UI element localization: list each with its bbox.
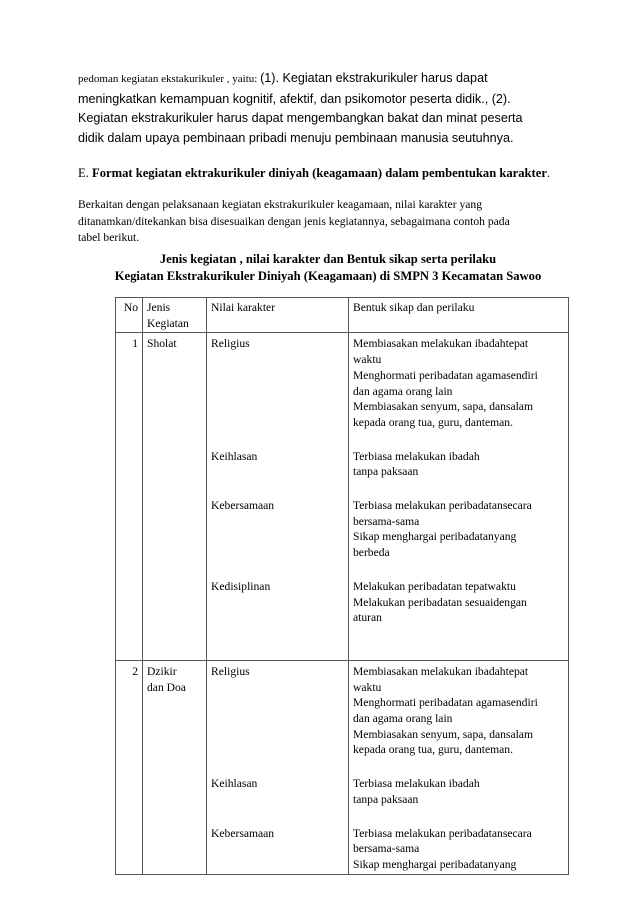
header-no: No <box>116 298 143 333</box>
table-row <box>116 333 569 449</box>
bentuk-line: Sikap menghargai peribadatanyang <box>353 530 517 544</box>
intro-line-2: meningkatkan kemampuan kognitif, afektif, dan psikomotor peserta didik., (2). <box>78 91 511 106</box>
intro-line-1 <box>78 69 578 90</box>
cell-nilai-karakter: Religius <box>207 333 349 449</box>
section-prefix: E. <box>78 166 92 180</box>
cell-no <box>116 449 143 498</box>
bentuk-line: dan agama orang lain <box>353 384 453 398</box>
cell-nilai-karakter: Keihlasan <box>207 449 349 498</box>
bentuk-line: Membiasakan melakukan ibadahtepat <box>353 664 529 678</box>
bentuk-line: waktu <box>353 353 382 367</box>
bentuk-line: Membiasakan senyum, sapa, dansalam <box>353 400 533 414</box>
cell-nilai-karakter: Keihlasan <box>207 776 349 825</box>
bentuk-line: bersama-sama <box>353 514 420 528</box>
cell-jenis <box>143 826 207 875</box>
header-jenis-line-2: Kegiatan <box>147 316 189 330</box>
cell-bentuk-sikap <box>349 449 569 498</box>
bentuk-line: kepada orang tua, guru, danteman. <box>353 415 513 429</box>
section-suffix: . <box>546 166 551 180</box>
cell-bentuk-sikap <box>349 333 569 449</box>
bentuk-line: Melakukan peribadatan tepatwaktu <box>353 579 516 593</box>
intro-paragraph <box>78 69 578 148</box>
header-jenis-line-1: Jenis <box>147 301 171 314</box>
table-row <box>116 449 569 498</box>
table-row <box>116 660 569 776</box>
body-paragraph <box>78 197 578 247</box>
body-line-2: ditanamkan/ditekankan bisa disesuaikan dengan jenis kegiatannya, sebagaimana contoh pada <box>78 214 510 228</box>
section-heading <box>78 165 578 181</box>
bentuk-line: tanpa paksaan <box>353 465 419 479</box>
cell-jenis <box>143 333 207 449</box>
bentuk-line: waktu <box>353 680 382 694</box>
bentuk-line: Sikap menghargai peribadatanyang <box>353 857 517 871</box>
table-row <box>116 826 569 875</box>
cell-jenis <box>143 776 207 825</box>
cell-nilai-karakter: Kebersamaan <box>207 826 349 875</box>
cell-jenis-line-1: Dzikir <box>147 664 177 678</box>
bentuk-line: aturan <box>353 611 382 625</box>
caption-line-2: Kegiatan Ekstrakurikuler Diniyah (Keagamaan) di SMPN 3 Kecamatan Sawoo <box>114 269 542 283</box>
cell-bentuk-sikap <box>349 826 569 875</box>
cell-nilai-karakter: Kebersamaan <box>207 498 349 579</box>
bentuk-line: Terbiasa melakukan peribadatansecara <box>353 499 532 513</box>
bentuk-line: Melakukan peribadatan sesuaidengan <box>353 595 527 609</box>
cell-jenis-line-1: Sholat <box>147 337 177 351</box>
cell-no: 1 <box>116 333 143 449</box>
cell-jenis <box>143 449 207 498</box>
table-row <box>116 776 569 825</box>
bentuk-line: tanpa paksaan <box>353 792 419 806</box>
cell-bentuk-sikap <box>349 498 569 579</box>
cell-bentuk-sikap <box>349 660 569 776</box>
bentuk-line: Terbiasa melakukan ibadah <box>353 777 480 791</box>
cell-jenis <box>143 579 207 661</box>
cell-no <box>116 498 143 579</box>
bentuk-line: Menghormati peribadatan agamasendiri <box>353 368 538 382</box>
header-jenis <box>143 298 207 333</box>
body-line-3: tabel berikut. <box>78 231 140 244</box>
bentuk-line: dan agama orang lain <box>353 712 453 726</box>
bentuk-line: Terbiasa melakukan ibadah <box>353 449 480 463</box>
cell-no <box>116 826 143 875</box>
bentuk-line: bersama-sama <box>353 842 420 856</box>
bentuk-line: Terbiasa melakukan peribadatansecara <box>353 826 532 840</box>
bentuk-line: berbeda <box>353 546 390 560</box>
section-title: Format kegiatan ektrakurikuler diniyah (keagamaan) dalam pembentukan karakter <box>92 166 547 180</box>
bentuk-line: kepada orang tua, guru, danteman. <box>353 743 513 757</box>
cell-no <box>116 776 143 825</box>
cell-nilai-karakter: Kedisiplinan <box>207 579 349 661</box>
header-nilai: Nilai karakter <box>207 298 349 333</box>
bentuk-line: Membiasakan melakukan ibadahtepat <box>353 337 529 351</box>
intro-line-1-serif: pedoman kegiatan ekstakurikuler , yaitu: <box>78 73 261 85</box>
activity-table <box>115 297 569 875</box>
bentuk-line: Membiasakan senyum, sapa, dansalam <box>353 727 533 741</box>
header-bentuk: Bentuk sikap dan perilaku <box>349 298 569 333</box>
cell-bentuk-sikap <box>349 579 569 661</box>
bentuk-line: Menghormati peribadatan agamasendiri <box>353 696 538 710</box>
table-header-row <box>116 298 569 333</box>
cell-bentuk-sikap <box>349 776 569 825</box>
cell-jenis <box>143 498 207 579</box>
cell-jenis-line-2: dan Doa <box>147 680 186 694</box>
caption-line-1: Jenis kegiatan , nilai karakter dan Bentuk sikap serta perilaku <box>159 252 497 266</box>
cell-no: 2 <box>116 660 143 776</box>
table-row <box>116 579 569 661</box>
intro-line-4: didik dalam upaya pembinaan pribadi menuju pembinaan manusia seutuhnya. <box>78 130 514 145</box>
intro-line-3: Kegiatan ekstrakurikuler harus dapat mengembangkan bakat dan minat peserta <box>78 111 523 126</box>
table-caption <box>78 251 578 285</box>
cell-no <box>116 579 143 661</box>
cell-jenis <box>143 660 207 776</box>
body-line-1: Berkaitan dengan pelaksanaan kegiatan ekstrakurikuler keagamaan, nilai karakter yang <box>78 198 482 211</box>
intro-line-1-sans: (1). Kegiatan ekstrakurikuler harus dapat <box>260 71 488 85</box>
table-row <box>116 498 569 579</box>
cell-nilai-karakter: Religius <box>207 660 349 776</box>
